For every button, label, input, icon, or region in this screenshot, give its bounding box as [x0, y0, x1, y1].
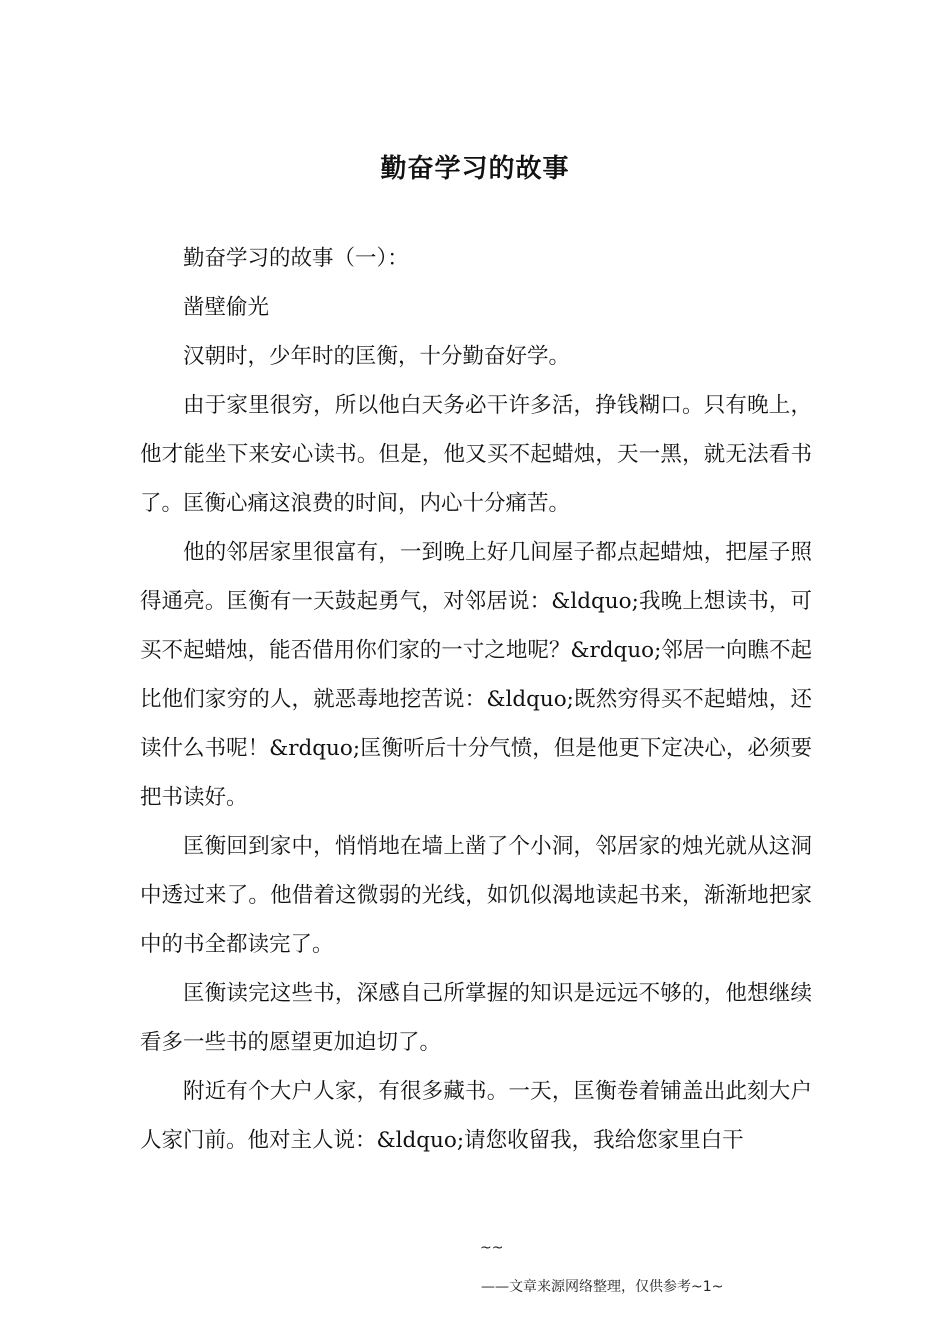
paragraph: 由于家里很穷，所以他白天务必干许多活，挣钱糊口。只有晚上，他才能坐下来安心读书。但是，他又买不起蜡烛，天一黑，就无法看书了。匡衡心痛这浪费的时间，内心十分痛苦。: [140, 393, 812, 516]
paragraph: 汉朝时，少年时的匡衡，十分勤奋好学。: [183, 344, 571, 369]
paragraph: 匡衡回到家中，悄悄地在墙上凿了个小洞，邻居家的烛光就从这洞中透过来了。他借着这微弱的光线，如饥似渴地读起书来，渐渐地把家中的书全都读完了。: [140, 834, 812, 957]
paragraph: 他的邻居家里很富有，一到晚上好几间屋子都点起蜡烛，把屋子照得通亮。匡衡有一天鼓起勇气，对邻居说：&ldquo;我晚上想读书，可买不起蜡烛，能否借用你们家的一寸之地呢？&rdquo;邻居一向瞧不起比他们家穷的人，就恶毒地挖苦说：&ldquo;既然穷得买不起蜡烛，还读什么书呢！&rdquo;匡衡听后十分气愤，但是他更下定决心，必须要把书读好。: [140, 540, 812, 810]
footer-source-note: ——文章来源网络整理，仅供参考: [481, 1279, 691, 1295]
footer-note: [481, 1276, 723, 1296]
page-number: ~1~: [691, 1279, 724, 1295]
paragraph: 匡衡读完这些书，深感自己所掌握的知识是远远不够的，他想继续看多一些书的愿望更加迫切了。: [140, 981, 812, 1055]
paragraph: 附近有个大户人家，有很多藏书。一天，匡衡卷着铺盖出此刻大户人家门前。他对主人说：&ldquo;请您收留我，我给您家里白干: [140, 1079, 812, 1153]
document-body: [140, 234, 812, 1165]
footer-tilde: ~~: [480, 1240, 504, 1256]
paragraph-heading: 勤奋学习的故事（一）：: [183, 246, 409, 271]
paragraph-subtitle: 凿壁偷光: [183, 295, 270, 320]
document-title: 勤奋学习的故事: [380, 154, 570, 184]
